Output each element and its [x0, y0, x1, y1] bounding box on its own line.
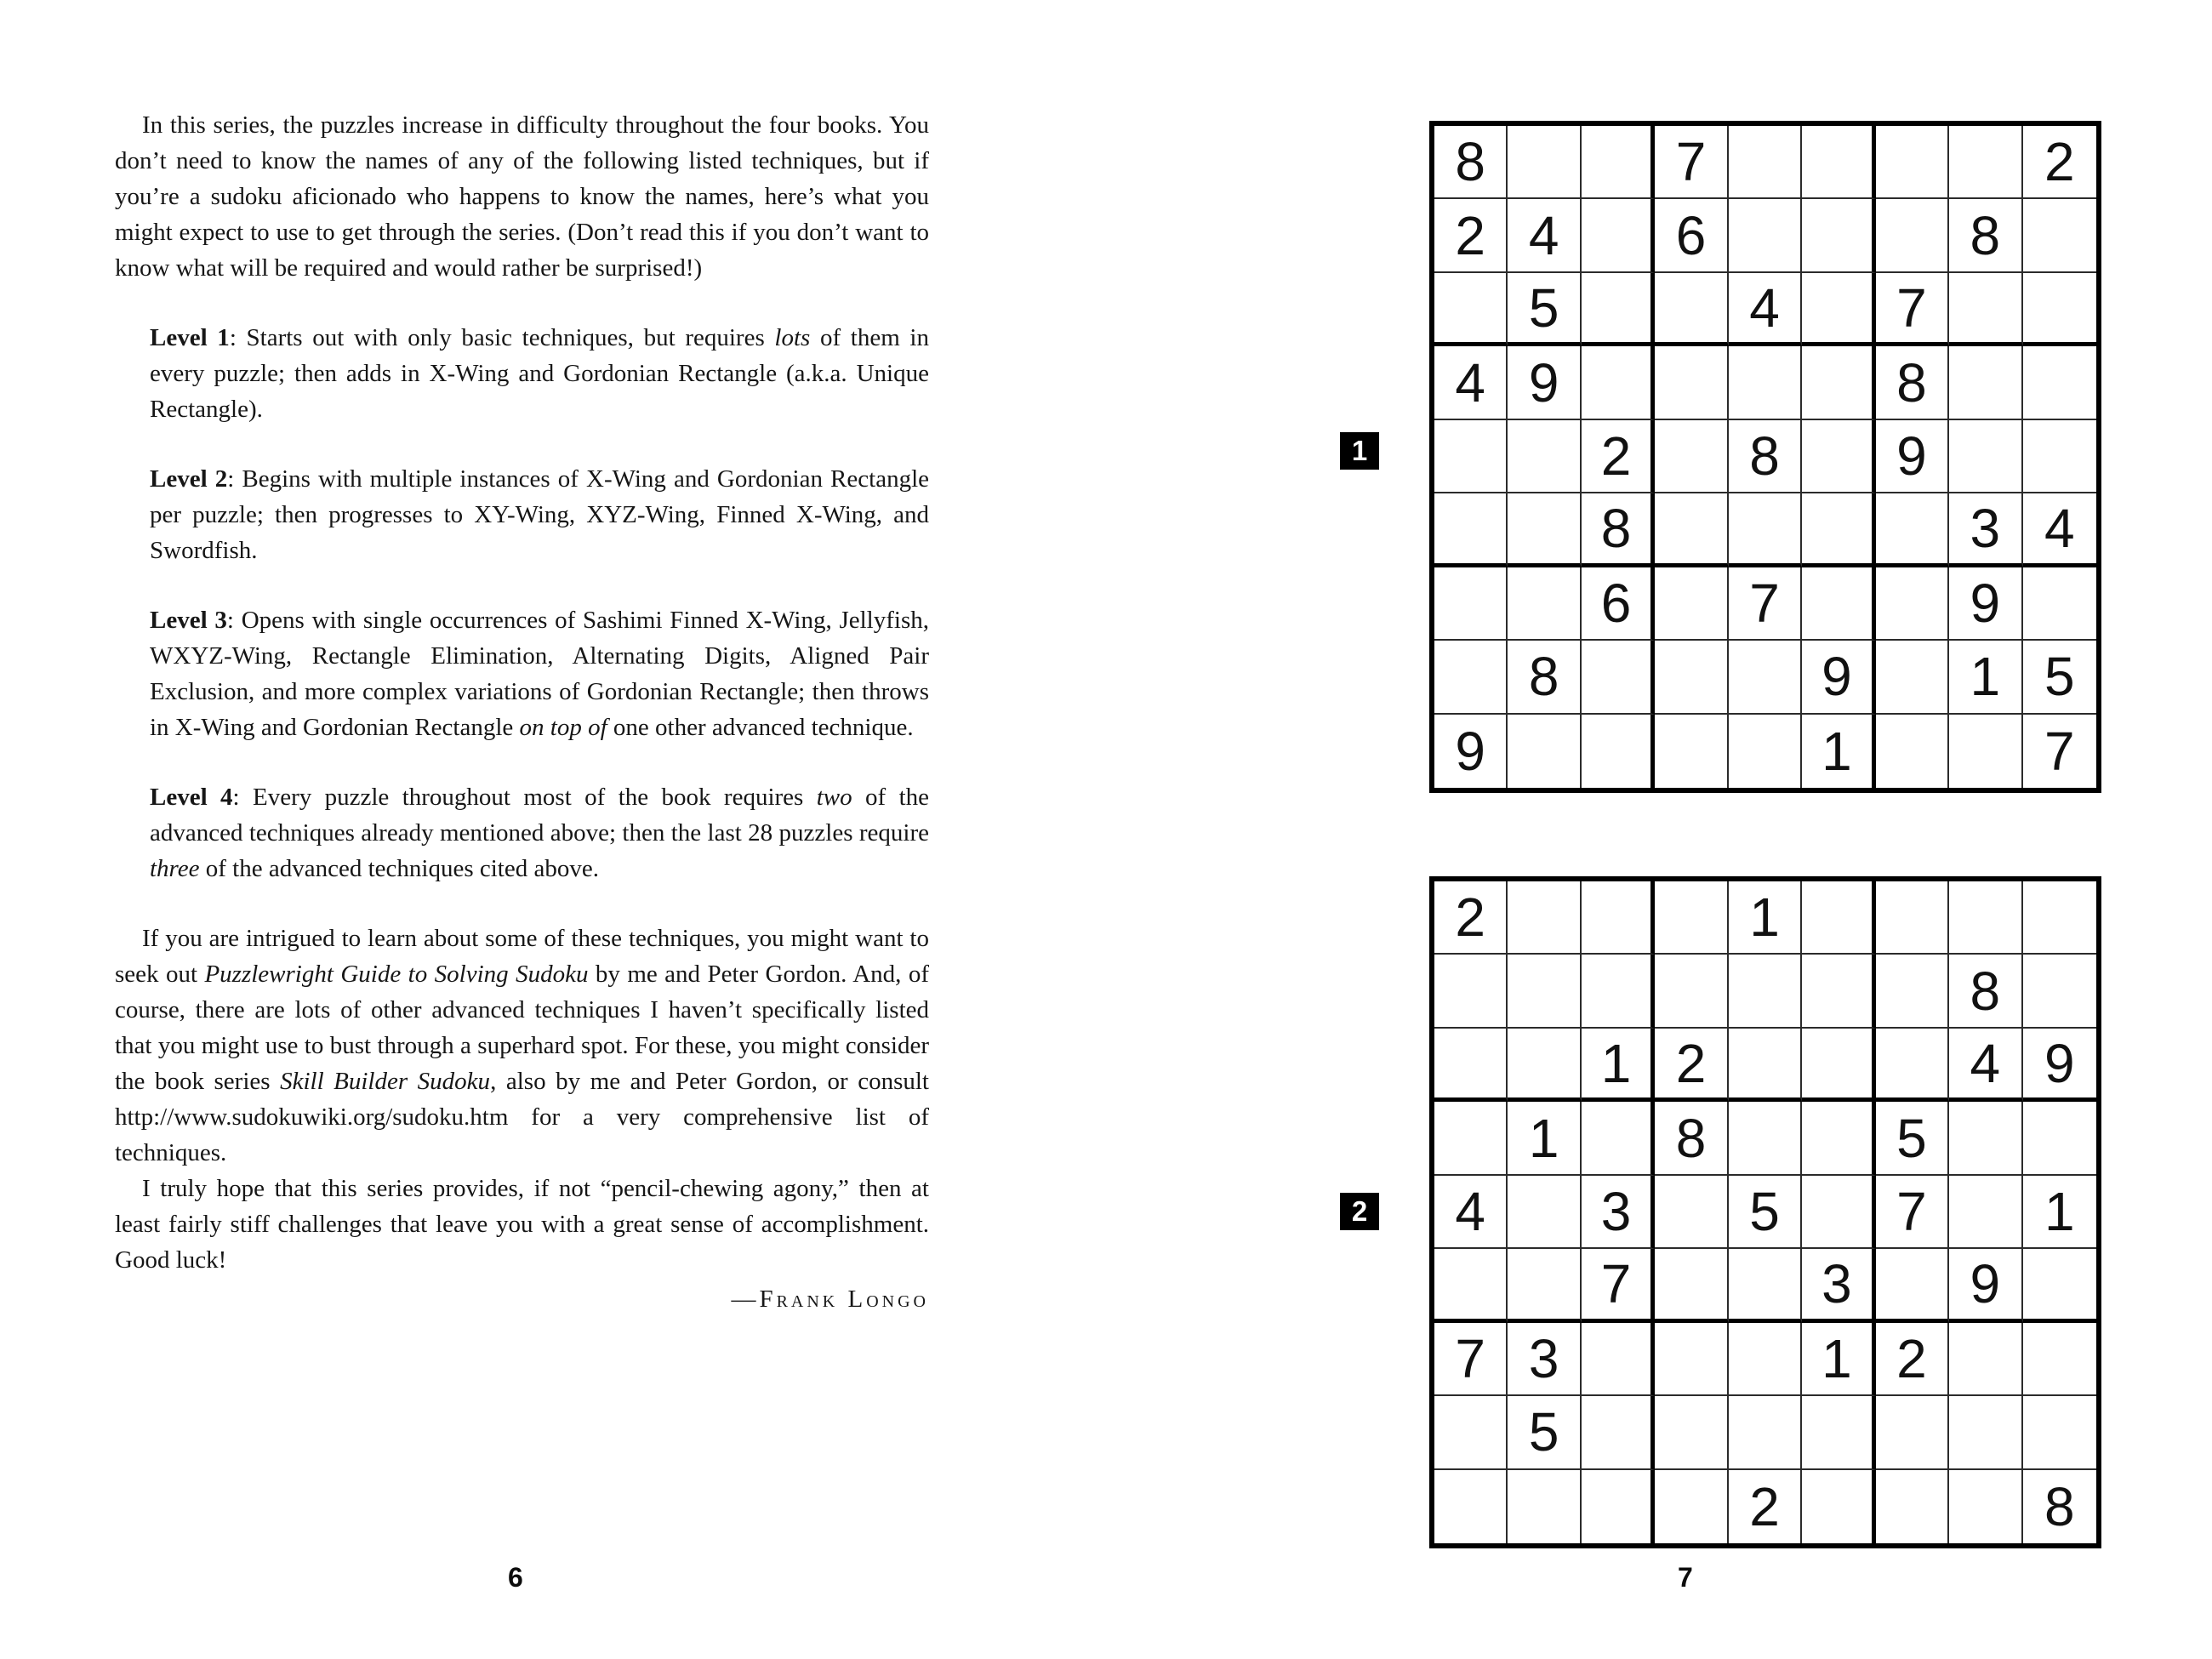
sudoku-cell: 7	[1876, 273, 1949, 346]
sudoku-cell	[1582, 1323, 1655, 1396]
sudoku-cell	[1802, 1396, 1875, 1469]
sudoku-cell	[1655, 346, 1728, 419]
sudoku-cell	[1802, 881, 1875, 955]
sudoku-cell: 9	[1949, 567, 2022, 641]
sudoku-cell	[1802, 346, 1875, 419]
bold-text: Level 1	[150, 324, 230, 351]
sudoku-cell	[1876, 126, 1949, 199]
sudoku-cell: 1	[2023, 1176, 2096, 1249]
sudoku-cell: 1	[1802, 715, 1875, 788]
sudoku-cell: 1	[1949, 641, 2022, 714]
sudoku-cell	[2023, 1396, 2096, 1469]
sudoku-cell	[1729, 715, 1802, 788]
sudoku-cell	[2023, 955, 2096, 1028]
sudoku-cell: 9	[1508, 346, 1581, 419]
sudoku-cell	[1729, 641, 1802, 714]
sudoku-cell: 8	[1434, 126, 1508, 199]
italic-text: Puzzlewright Guide to Solving Sudoku	[204, 961, 589, 988]
sudoku-cell	[1949, 1470, 2022, 1543]
sudoku-cell	[1655, 420, 1728, 493]
text-segment: of them in every puzzle; then adds in X-Wing and Gordonian Rectangle (a.k.a. Unique Rectangle).	[150, 324, 929, 423]
sudoku-cell	[1949, 346, 2022, 419]
sudoku-cell	[1582, 955, 1655, 1028]
sudoku-cell	[1582, 126, 1655, 199]
sudoku-cell: 2	[1655, 1029, 1728, 1102]
sudoku-cell	[1949, 715, 2022, 788]
sudoku-cell	[1655, 715, 1728, 788]
sudoku-cell: 3	[1508, 1323, 1581, 1396]
sudoku-cell	[1802, 567, 1875, 641]
sudoku-cell	[1729, 955, 1802, 1028]
sudoku-cell	[1655, 567, 1728, 641]
sudoku-cell	[1655, 273, 1728, 346]
page-number-left: 6	[508, 1562, 523, 1593]
italic-text: on top of	[519, 714, 607, 741]
sudoku-grid-2	[1429, 876, 2101, 1548]
sudoku-cell	[1802, 493, 1875, 567]
sudoku-cell: 1	[1729, 881, 1802, 955]
sudoku-cell	[1949, 1176, 2022, 1249]
sudoku-cell	[1729, 1323, 1802, 1396]
bold-text: Level 2	[150, 465, 228, 493]
sudoku-cell	[1949, 420, 2022, 493]
sudoku-cell: 4	[1949, 1029, 2022, 1102]
sudoku-cell	[1508, 420, 1581, 493]
sudoku-cell	[1876, 641, 1949, 714]
sudoku-cell	[1729, 493, 1802, 567]
sudoku-cell	[1729, 199, 1802, 272]
sudoku-cell	[1876, 199, 1949, 272]
sudoku-cell	[1876, 493, 1949, 567]
sudoku-cell	[1508, 955, 1581, 1028]
sudoku-cell	[1802, 1470, 1875, 1543]
sudoku-cell: 5	[1508, 1396, 1581, 1469]
level-3-paragraph	[150, 602, 929, 745]
sudoku-cell	[1434, 955, 1508, 1028]
sudoku-cell	[1508, 1249, 1581, 1322]
sudoku-cell: 8	[1876, 346, 1949, 419]
sudoku-cell	[1434, 273, 1508, 346]
sudoku-cell: 2	[2023, 126, 2096, 199]
sudoku-cell	[1434, 641, 1508, 714]
text-segment: : Opens with single occurrences of Sashimi Finned X-Wing, Jellyfish, WXYZ-Wing, Rectangle Elimination, Alternating Digits, Aligned Pair Exclusion, and more complex variations of Gordonian Rectangle; then throws in X-Wing and Gordonian Rectangle	[150, 607, 929, 741]
sudoku-cell	[1582, 273, 1655, 346]
sudoku-cell	[1876, 1470, 1949, 1543]
text-segment: : Begins with multiple instances of X-Wing and Gordonian Rectangle per puzzle; then progresses to XY-Wing, XYZ-Wing, Finned X-Wing, and Swordfish.	[150, 465, 929, 564]
sudoku-cell	[1508, 715, 1581, 788]
puzzle-2-number-badge: 2	[1340, 1193, 1379, 1230]
sudoku-cell: 9	[2023, 1029, 2096, 1102]
sudoku-cell	[1434, 420, 1508, 493]
sudoku-cell: 7	[1434, 1323, 1508, 1396]
sudoku-cell	[1582, 199, 1655, 272]
sudoku-cell: 2	[1729, 1470, 1802, 1543]
sudoku-cell	[1434, 1396, 1508, 1469]
sudoku-cell	[1434, 1470, 1508, 1543]
sudoku-cell	[1802, 955, 1875, 1028]
sudoku-cell: 4	[1434, 346, 1508, 419]
sudoku-cell	[1582, 1470, 1655, 1543]
text-segment: one other advanced technique.	[607, 714, 914, 741]
sudoku-cell	[1729, 1102, 1802, 1175]
sudoku-cell: 5	[1508, 273, 1581, 346]
sudoku-cell	[1508, 567, 1581, 641]
sudoku-cell: 8	[1655, 1102, 1728, 1175]
sudoku-cell	[2023, 1249, 2096, 1322]
level-2-paragraph	[150, 461, 929, 568]
sudoku-cell: 5	[1876, 1102, 1949, 1175]
sudoku-cell: 6	[1582, 567, 1655, 641]
sudoku-cell: 2	[1434, 199, 1508, 272]
sudoku-cell	[1729, 1029, 1802, 1102]
sudoku-cell	[1655, 1176, 1728, 1249]
sudoku-cell	[1802, 1102, 1875, 1175]
sudoku-cell	[2023, 199, 2096, 272]
sudoku-cell	[1876, 881, 1949, 955]
sudoku-cell	[1949, 273, 2022, 346]
sudoku-cell	[1508, 126, 1581, 199]
sudoku-cell: 5	[1729, 1176, 1802, 1249]
sudoku-cell	[1508, 493, 1581, 567]
sudoku-cell	[1729, 1249, 1802, 1322]
text-segment: : Every puzzle throughout most of the book requires	[232, 784, 817, 811]
text-segment: of the advanced techniques cited above.	[199, 855, 599, 882]
sudoku-cell	[1729, 126, 1802, 199]
sudoku-cell: 1	[1802, 1323, 1875, 1396]
sudoku-cell	[1876, 567, 1949, 641]
sudoku-cell: 7	[1655, 126, 1728, 199]
sudoku-cell	[1655, 955, 1728, 1028]
sudoku-cell	[1802, 420, 1875, 493]
sudoku-cell	[1876, 1249, 1949, 1322]
sudoku-cell: 3	[1949, 493, 2022, 567]
text-segment: : Starts out with only basic techniques, but requires	[229, 324, 775, 351]
sudoku-cell: 2	[1582, 420, 1655, 493]
sudoku-cell	[2023, 273, 2096, 346]
sudoku-cell	[1949, 1396, 2022, 1469]
sudoku-cell: 4	[1729, 273, 1802, 346]
sudoku-cell	[1655, 881, 1728, 955]
sudoku-cell	[1949, 881, 2022, 955]
sudoku-cell: 4	[2023, 493, 2096, 567]
sudoku-cell	[1582, 715, 1655, 788]
sudoku-cell: 2	[1876, 1323, 1949, 1396]
sudoku-cell	[1434, 493, 1508, 567]
sudoku-cell: 1	[1508, 1102, 1581, 1175]
sudoku-cell	[1508, 1470, 1581, 1543]
sudoku-cell	[1582, 641, 1655, 714]
sudoku-cell	[1876, 715, 1949, 788]
bold-text: Level 4	[150, 784, 233, 811]
sudoku-cell	[1655, 493, 1728, 567]
text-segment: , also by me and Peter Gordon, or consult http://www.sudokuwiki.org/sudoku.htm for a very comprehensive list of techniques.	[115, 1068, 929, 1166]
sudoku-cell: 9	[1434, 715, 1508, 788]
bold-text: Level 3	[150, 607, 227, 634]
sudoku-cell	[1802, 1029, 1875, 1102]
sudoku-cell	[2023, 420, 2096, 493]
sudoku-cell	[1582, 346, 1655, 419]
sudoku-cell	[1802, 1176, 1875, 1249]
sudoku-cell: 4	[1508, 199, 1581, 272]
italic-text: three	[150, 855, 200, 882]
sudoku-cell	[2023, 1323, 2096, 1396]
text-segment: In this series, the puzzles increase in difficulty throughout the four books. You don’t need to know the names of any of the following listed techniques, but if you’re a sudoku aficionado who happens to know the names, here’s what you might expect to use to get through the series. (Don’t read this if you don’t want to know what will be required and would rather be surprised!)	[115, 111, 929, 282]
sudoku-cell: 9	[1949, 1249, 2022, 1322]
sudoku-cell	[1434, 1249, 1508, 1322]
text-segment: of the advanced techniques already mentioned above; then the last 28 puzzles require	[150, 784, 929, 847]
sudoku-cell	[1876, 1396, 1949, 1469]
sudoku-cell	[1655, 1323, 1728, 1396]
sudoku-cell	[1729, 1396, 1802, 1469]
sudoku-cell	[1434, 567, 1508, 641]
sudoku-cell: 8	[1508, 641, 1581, 714]
sudoku-cell: 3	[1582, 1176, 1655, 1249]
text-segment: I truly hope that this series provides, if not “pencil-chewing agony,” then at least fairly stiff challenges that leave you with a great sense of accomplishment. Good luck!	[115, 1175, 929, 1274]
italic-text: two	[816, 784, 852, 811]
sudoku-cell	[1655, 1396, 1728, 1469]
text-segment: by me and Peter Gordon. And, of course, there are lots of other advanced techniques I haven’t specifically listed that you might use to bust through a superhard spot. For these, you might consider the book series	[115, 961, 929, 1095]
sudoku-cell	[1582, 881, 1655, 955]
sudoku-cell	[1508, 1176, 1581, 1249]
sudoku-cell: 7	[1582, 1249, 1655, 1322]
sudoku-cell: 6	[1655, 199, 1728, 272]
level-4-paragraph	[150, 779, 929, 887]
page-number-right: 7	[1678, 1562, 1693, 1593]
puzzle-1-number-badge: 1	[1340, 432, 1379, 470]
sudoku-cell: 8	[1949, 955, 2022, 1028]
sudoku-cell	[1655, 1470, 1728, 1543]
sudoku-cell	[2023, 1102, 2096, 1175]
sudoku-cell	[1508, 881, 1581, 955]
sudoku-cell	[1434, 1029, 1508, 1102]
sudoku-cell: 8	[2044, 1475, 2075, 1537]
sudoku-cell	[1655, 641, 1728, 714]
sudoku-cell: 9	[1802, 641, 1875, 714]
sudoku-cell: 5	[2023, 641, 2096, 714]
sudoku-cell	[1655, 1249, 1728, 1322]
sudoku-cell: 4	[1434, 1176, 1508, 1249]
sudoku-cell	[2023, 881, 2096, 955]
intro-text-column	[115, 107, 929, 1317]
sudoku-cell: 7	[1729, 567, 1802, 641]
sudoku-cell	[1802, 273, 1875, 346]
italic-text: lots	[774, 324, 811, 351]
sudoku-cell	[1434, 1102, 1508, 1175]
sudoku-cell	[1729, 346, 1802, 419]
resources-paragraph	[115, 921, 929, 1171]
author-signature: —Frank Longo	[731, 1286, 929, 1313]
sudoku-cell: 3	[1802, 1249, 1875, 1322]
sudoku-cell	[1949, 1102, 2022, 1175]
sudoku-cell	[1876, 955, 1949, 1028]
closing-paragraph	[115, 1171, 929, 1278]
sudoku-cell: 9	[1876, 420, 1949, 493]
sudoku-cell: 8	[1949, 199, 2022, 272]
sudoku-cell	[1802, 199, 1875, 272]
level-1-paragraph	[150, 320, 929, 427]
italic-text: Skill Builder Sudoku	[280, 1068, 491, 1095]
text-segment: If you are intrigued to learn about some of these techniques, you might want to seek out	[115, 925, 929, 988]
sudoku-cell	[1949, 1323, 2022, 1396]
sudoku-cell	[1582, 1396, 1655, 1469]
sudoku-cell: 8	[1729, 420, 1802, 493]
intro-paragraph	[115, 107, 929, 286]
sudoku-cell	[1802, 126, 1875, 199]
sudoku-cell: 1	[1582, 1029, 1655, 1102]
sudoku-cell	[1876, 1029, 1949, 1102]
sudoku-grid-1	[1429, 121, 2101, 793]
sudoku-cell	[2023, 567, 2096, 641]
sudoku-cell: 2	[1434, 881, 1508, 955]
sudoku-cell: 7	[2044, 720, 2075, 782]
sudoku-cell	[2023, 346, 2096, 419]
sudoku-cell	[1582, 1102, 1655, 1175]
sudoku-cell: 7	[1876, 1176, 1949, 1249]
sudoku-cell: 8	[1582, 493, 1655, 567]
sudoku-cell	[1949, 126, 2022, 199]
sudoku-cell	[1508, 1029, 1581, 1102]
